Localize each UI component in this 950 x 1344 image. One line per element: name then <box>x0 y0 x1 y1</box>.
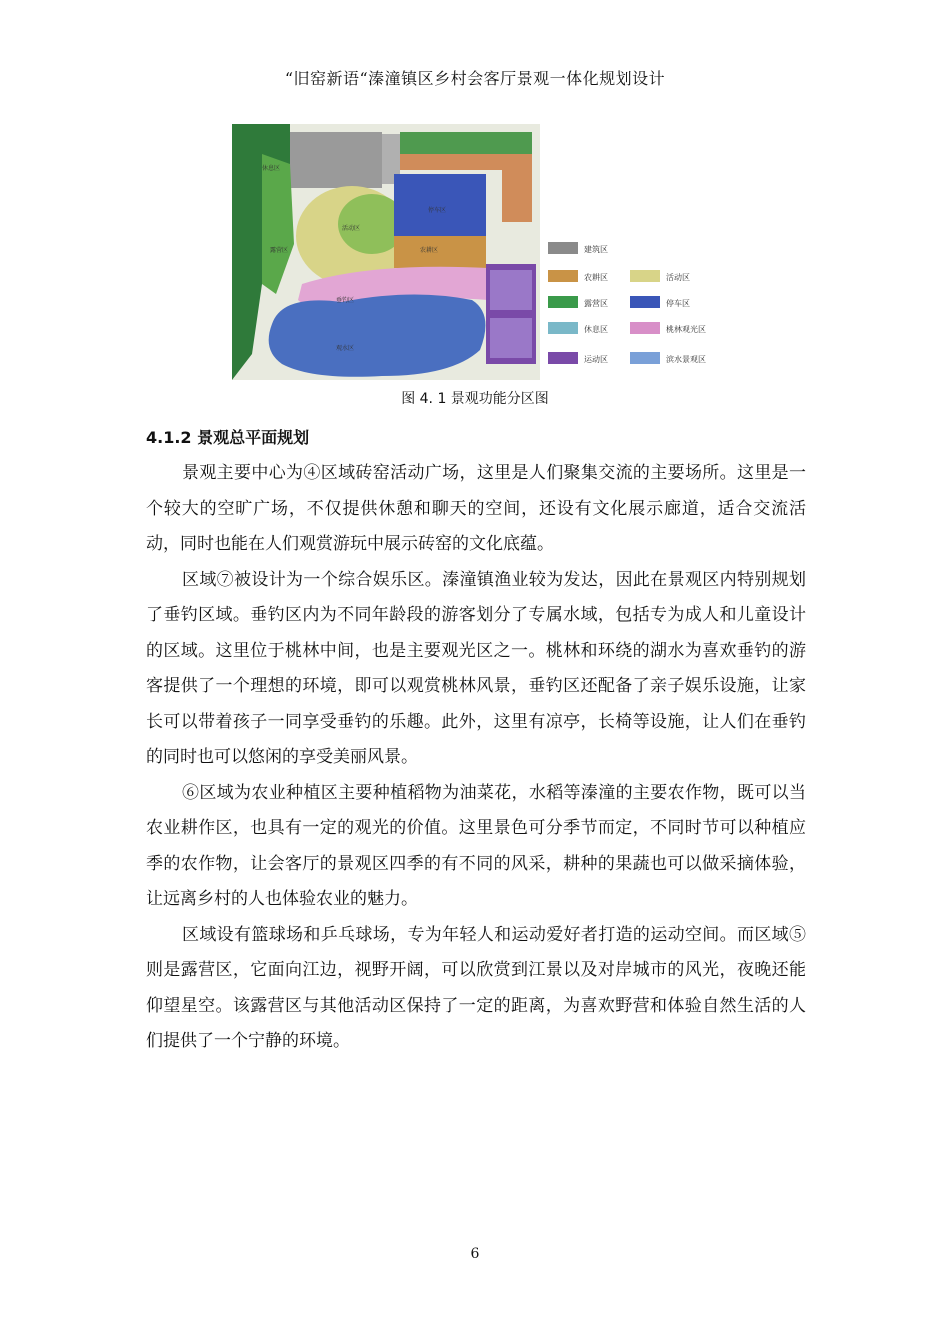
building-zone <box>290 132 382 188</box>
paragraph: 景观主要中心为④区域砖窑活动广场，这里是人们聚集交流的主要场所。这里是一个较大的空旷广场，不仅提供休憩和聊天的空间，还设有文化展示廊道，适合交流活动，同时也能在人们观赏游玩中展示砖窑的文化底蕴。 <box>146 463 806 554</box>
map-label-farming: 农耕区 <box>420 247 439 254</box>
legend-label: 休息区 <box>584 325 608 334</box>
legend-swatch <box>630 352 660 364</box>
legend-label: 活动区 <box>666 273 690 282</box>
legend-label: 露营区 <box>584 299 608 308</box>
legend-label: 停车区 <box>666 299 690 308</box>
legend-label: 桃林观光区 <box>666 325 706 334</box>
section-heading: 4.1.2 景观总平面规划 <box>146 428 310 447</box>
zoning-map-image <box>232 124 718 380</box>
parking-zone <box>394 174 486 236</box>
paragraph: 区域设有篮球场和乒乓球场，专为年轻人和运动爱好者打造的运动空间。而区域⑤则是露营区，它面向江边，视野开阔，可以欣赏到江景以及对岸城市的风光，夜晚还能仰望星空。该露营区与其他活动区保持了一定的距离，为喜欢野营和体验自然生活的人们提供了一个宁静的环境。 <box>146 924 806 1051</box>
running-header: “旧窑新语“溱潼镇区乡村会客厅景观一体化规划设计 <box>284 69 666 88</box>
lake-zone <box>269 294 486 376</box>
legend-swatch <box>630 296 660 308</box>
legend <box>548 242 706 364</box>
legend-swatch <box>548 352 578 364</box>
legend-swatch <box>548 242 578 254</box>
legend-label: 农耕区 <box>584 273 608 282</box>
figure-caption: 图 4. 1 景观功能分区图 <box>401 391 549 407</box>
map-label-activity: 活动区 <box>342 225 361 232</box>
legend-swatch <box>630 322 660 334</box>
paragraph: ⑥区域为农业种植区主要种植稻物为油菜花，水稻等溱潼的主要农作物，既可以当农业耕作区，也具有一定的观光的价值。这里景色可分季节而定，不同时节可以种植应季的农作物，让会客厅的景观区四季的有不同的风采，耕种的果蔬也可以做采摘体验，让远离乡村的人也体验农业的魅力。 <box>146 782 806 909</box>
legend-label: 滨水景观区 <box>666 355 706 364</box>
legend-swatch <box>548 296 578 308</box>
map-label-camping: 露营区 <box>270 247 289 254</box>
landscape-zoning-figure <box>232 124 718 380</box>
map-label-fishing: 垂钓区 <box>336 297 355 304</box>
legend-swatch <box>548 322 578 334</box>
map-label-parking: 停车区 <box>428 207 447 214</box>
page-number: 6 <box>470 1246 480 1262</box>
paragraph: 区域⑦被设计为一个综合娱乐区。溱潼镇渔业较为发达，因此在景观区内特别规划了垂钓区域。垂钓区内为不同年龄段的游客划分了专属水域，包括专为成人和儿童设计的区域。这里位于桃林中间，也是主要观光区之一。桃林和环绕的湖水为喜欢垂钓的游客提供了一个理想的环境，即可以观赏桃林风景，垂钓区还配备了亲子娱乐设施，让家长可以带着孩子一同享受垂钓的乐趣。此外，这里有凉亭，长椅等设施，让人们在垂钓的同时也可以悠闲的享受美丽风景。 <box>146 569 806 767</box>
map-label-rest: 休息区 <box>262 165 281 172</box>
legend-label: 建筑区 <box>584 245 608 254</box>
legend-swatch <box>548 270 578 282</box>
map-label-water: 观水区 <box>336 345 355 352</box>
legend-label: 运动区 <box>584 355 608 364</box>
legend-swatch <box>630 270 660 282</box>
body-text <box>146 456 806 1060</box>
farming-zone <box>394 236 486 268</box>
